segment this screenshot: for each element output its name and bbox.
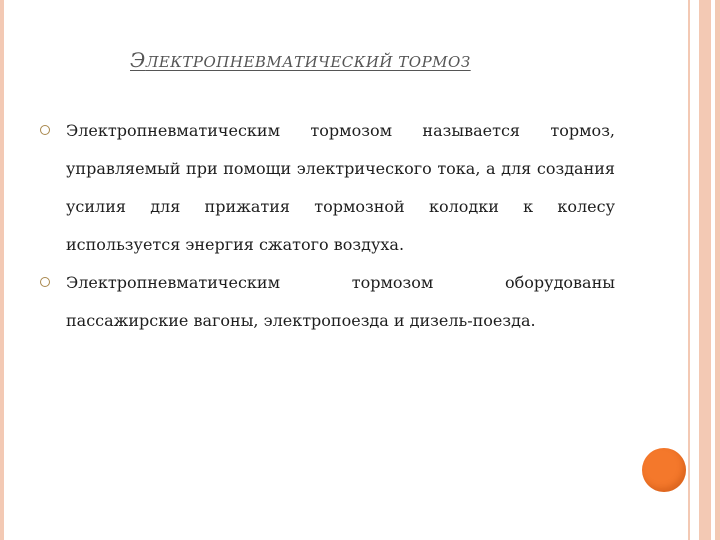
bullet-text-line2: пассажирские вагоны, электропоезда и дизель-поезда. [66, 311, 536, 330]
slide-title-rest: ЛЕКТРОПНЕВМАТИЧЕСКИЙ ТОРМОЗ [145, 53, 471, 71]
bullet-circle-icon [40, 277, 50, 287]
slide-title [130, 48, 471, 72]
bullet-text-line1: Электропневматическим тормозом оборудованы [66, 273, 615, 292]
bullet-circle-icon [40, 125, 50, 135]
decorative-orange-circle [642, 448, 686, 492]
frame-right-border [715, 0, 720, 540]
slide-title-initial: Э [130, 48, 146, 72]
bullet-item-definition [40, 112, 615, 264]
frame-left-border [0, 0, 4, 540]
bullet-item-equipment [40, 264, 615, 340]
bullet-list [40, 112, 615, 340]
bullet-text: Электропневматическим тормозом называется тормоз, управляемый при помощи электрического тока, а для создания усилия для прижатия тормозной колодки к колесу используется энергия сжатого воздуха. [66, 121, 615, 254]
frame-right-thin-line [688, 0, 690, 540]
frame-right-band [699, 0, 711, 540]
